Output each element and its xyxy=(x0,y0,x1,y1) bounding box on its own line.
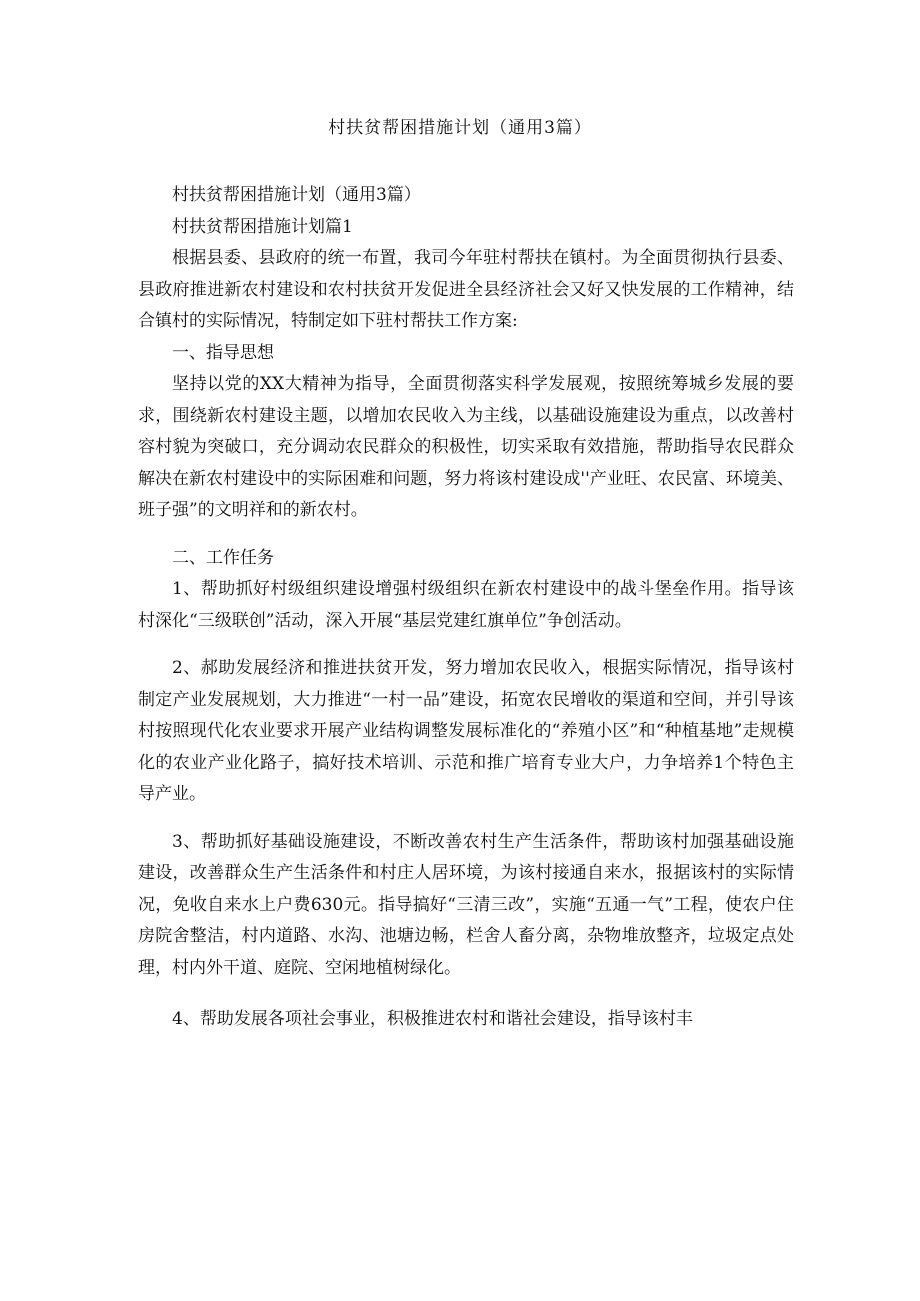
document-body xyxy=(138,180,794,1036)
body-paragraph-task-1: 1、帮助抓好村级组织建设增强村级组织在新农村建设中的战斗堡垒作用。指导该村深化“三级联创”活动，深入开展“基层党建红旗单位”争创活动。 xyxy=(138,579,794,631)
body-paragraph-section-heading: 村扶贫帮困措施计划篇1 xyxy=(172,216,353,237)
body-paragraph-task-3: 3、帮助抓好基础设施建设，不断改善农村生产生活条件，帮助该村加强基础设施建设，改善群众生产生活条件和村庄人居环境，为该村接通自来水，报据该村的实际情况，免收自来水上户费630元。指导搞好“三清三改”，实施“五通一气”工程，使农户住房院舍整洁，村内道路、水沟、池塘边畅，栏舍人畜分离，杂物堆放整齐，垃圾定点处理，村内外干道、庭院、空闲地植树绿化。 xyxy=(138,831,794,978)
body-paragraph-subtitle: 村扶贫帮困措施计划（通用3篇） xyxy=(172,185,421,205)
body-paragraph-heading-guiding-ideology: 一、指导思想 xyxy=(172,342,274,363)
document-title: 村扶贫帮困措施计划（通用3篇） xyxy=(328,118,592,138)
body-paragraph-intro: 根据县委、县政府的统一布置，我司今年驻村帮扶在镇村。为全面贯彻执行县委、县政府推进新农村建设和农村扶贫开发促进全县经济社会又好又快发展的工作精神，结合镇村的实际情况，特制定如下驻村帮扶工作方案: xyxy=(138,248,794,331)
body-paragraph-heading-work-tasks: 二、工作任务 xyxy=(172,547,274,568)
body-paragraph-task-4: 4、帮助发展各项社会事业，积极推进农村和谐社会建设，指导该村丰 xyxy=(172,1009,693,1029)
body-paragraph-guiding-ideology: 坚持以党的XX大精神为指导，全面贯彻落实科学发展观，按照统筹城乡发展的要求，围绕新农村建设主题，以增加农民收入为主线，以基础设施建设为重点，以改善村容村貌为突破口，充分调动农民群众的积极性，切实采取有效措施，帮助指导农民群众解决在新农村建设中的实际困难和问题，努力将该村建设成''产业旺、农民富、环境美、班子强”的文明祥和的新农村。 xyxy=(138,374,794,520)
body-paragraph-task-2: 2、郝助发展经济和推进扶贫开发，努力增加农民收入，根据实际情况，指导该村制定产业发展规划，大力推进“一村一品”建设，拓宽农民增收的渠道和空间，并引导该村按照现代化农业要求开展产业结构调整发展标准化的“养殖小区”和“种植基地”走规模化的农业产业化路子，搞好技术培训、示范和推广培育专业大户，力争培养1个特色主导产业。 xyxy=(138,658,794,804)
